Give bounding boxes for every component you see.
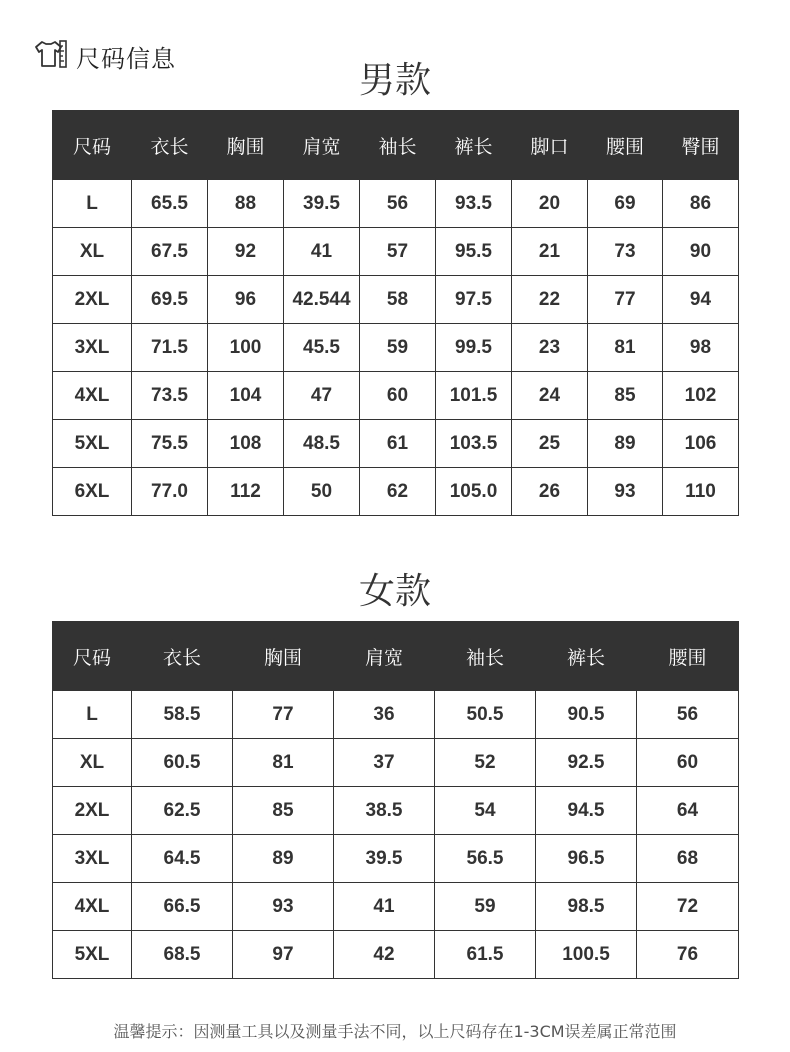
measurement-cell: 102	[663, 372, 739, 420]
table-row	[53, 883, 739, 931]
size-cell: XL	[53, 739, 132, 787]
measurement-cell: 62.5	[132, 787, 233, 835]
measurement-cell: 24	[512, 372, 588, 420]
measurement-cell: 67.5	[132, 228, 208, 276]
table-row	[53, 324, 739, 372]
size-cell: 4XL	[53, 372, 132, 420]
measurement-cell: 77.0	[132, 468, 208, 516]
measurement-cell: 89	[233, 835, 334, 883]
measurement-cell: 85	[233, 787, 334, 835]
measurement-cell: 94.5	[536, 787, 637, 835]
measurement-cell: 69	[588, 180, 663, 228]
measurement-cell: 62	[360, 468, 436, 516]
column-header: 腰围	[588, 111, 663, 180]
size-cell: 3XL	[53, 835, 132, 883]
measurement-cell: 37	[334, 739, 435, 787]
measurement-cell: 22	[512, 276, 588, 324]
measurement-cell: 45.5	[284, 324, 360, 372]
measurement-cell: 47	[284, 372, 360, 420]
measurement-cell: 104	[208, 372, 284, 420]
measurement-cell: 68.5	[132, 931, 233, 979]
measurement-cell: 56	[360, 180, 436, 228]
table-row	[53, 228, 739, 276]
measurement-cell: 26	[512, 468, 588, 516]
measurement-cell: 69.5	[132, 276, 208, 324]
measurement-cell: 77	[588, 276, 663, 324]
measurement-cell: 71.5	[132, 324, 208, 372]
column-header: 肩宽	[284, 111, 360, 180]
measurement-cell: 42	[334, 931, 435, 979]
men-size-table	[52, 110, 739, 516]
measurement-cell: 36	[334, 691, 435, 739]
table-row	[53, 739, 739, 787]
women-size-table	[52, 621, 739, 979]
measurement-cell: 86	[663, 180, 739, 228]
measurement-cell: 103.5	[436, 420, 512, 468]
measurement-cell: 94	[663, 276, 739, 324]
measurement-cell: 60.5	[132, 739, 233, 787]
size-cell: 4XL	[53, 883, 132, 931]
table-row	[53, 931, 739, 979]
measurement-cell: 64.5	[132, 835, 233, 883]
table-row	[53, 180, 739, 228]
measurement-cell: 89	[588, 420, 663, 468]
column-header: 腰围	[637, 622, 739, 691]
header-title: 尺码信息	[76, 44, 176, 73]
column-header: 裤长	[536, 622, 637, 691]
measurement-cell: 72	[637, 883, 739, 931]
measurement-cell: 38.5	[334, 787, 435, 835]
table-row	[53, 468, 739, 516]
measurement-cell: 20	[512, 180, 588, 228]
column-header: 胸围	[208, 111, 284, 180]
table-row	[53, 276, 739, 324]
measurement-cell: 58	[360, 276, 436, 324]
measurement-cell: 48.5	[284, 420, 360, 468]
measurement-cell: 110	[663, 468, 739, 516]
size-cell: XL	[53, 228, 132, 276]
measurement-cell: 88	[208, 180, 284, 228]
measurement-cell: 39.5	[334, 835, 435, 883]
measurement-cell: 59	[435, 883, 536, 931]
column-header: 尺码	[53, 622, 132, 691]
women-section-title: 女款	[358, 571, 431, 612]
measurement-cell: 98.5	[536, 883, 637, 931]
measurement-cell: 97	[233, 931, 334, 979]
column-header: 裤长	[436, 111, 512, 180]
measurement-cell: 66.5	[132, 883, 233, 931]
column-header: 脚口	[512, 111, 588, 180]
measurement-cell: 54	[435, 787, 536, 835]
table-row	[53, 835, 739, 883]
measurement-cell: 23	[512, 324, 588, 372]
measurement-cell: 93	[588, 468, 663, 516]
measurement-cell: 93.5	[436, 180, 512, 228]
size-cell: 2XL	[53, 787, 132, 835]
measurement-cell: 65.5	[132, 180, 208, 228]
measurement-cell: 85	[588, 372, 663, 420]
measurement-cell: 41	[284, 228, 360, 276]
measurement-cell: 75.5	[132, 420, 208, 468]
women-table-header-row	[53, 622, 739, 691]
measurement-cell: 100	[208, 324, 284, 372]
column-header: 袖长	[360, 111, 436, 180]
men-table-header-row	[53, 111, 739, 180]
measurement-cell: 96	[208, 276, 284, 324]
column-header: 尺码	[53, 111, 132, 180]
measurement-cell: 95.5	[436, 228, 512, 276]
measurement-cell: 52	[435, 739, 536, 787]
measurement-cell: 56.5	[435, 835, 536, 883]
measurement-cell: 25	[512, 420, 588, 468]
measurement-cell: 73.5	[132, 372, 208, 420]
measurement-cell: 93	[233, 883, 334, 931]
size-cell: L	[53, 691, 132, 739]
measurement-cell: 57	[360, 228, 436, 276]
measurement-cell: 77	[233, 691, 334, 739]
measurement-cell: 50.5	[435, 691, 536, 739]
measurement-cell: 96.5	[536, 835, 637, 883]
measurement-cell: 81	[233, 739, 334, 787]
measurement-cell: 108	[208, 420, 284, 468]
measurement-cell: 105.0	[436, 468, 512, 516]
table-row	[53, 420, 739, 468]
measurement-cell: 90.5	[536, 691, 637, 739]
measurement-cell: 90	[663, 228, 739, 276]
measurement-cell: 81	[588, 324, 663, 372]
column-header: 臀围	[663, 111, 739, 180]
table-row	[53, 691, 739, 739]
measurement-cell: 58.5	[132, 691, 233, 739]
column-header: 胸围	[233, 622, 334, 691]
size-cell: 5XL	[53, 420, 132, 468]
measurement-cell: 50	[284, 468, 360, 516]
measurement-cell: 21	[512, 228, 588, 276]
measurement-cell: 41	[334, 883, 435, 931]
measurement-cell: 76	[637, 931, 739, 979]
column-header: 肩宽	[334, 622, 435, 691]
measurement-cell: 98	[663, 324, 739, 372]
measurement-cell: 60	[637, 739, 739, 787]
table-row	[53, 372, 739, 420]
tip-note: 温馨提示：因测量工具以及测量手法不同，以上尺码存在1-3CM误差属正常范围	[113, 1022, 677, 1041]
men-section-title: 男款	[358, 60, 431, 101]
size-cell: L	[53, 180, 132, 228]
measurement-cell: 97.5	[436, 276, 512, 324]
measurement-cell: 101.5	[436, 372, 512, 420]
measurement-cell: 42.544	[284, 276, 360, 324]
measurement-cell: 56	[637, 691, 739, 739]
measurement-cell: 100.5	[536, 931, 637, 979]
size-cell: 3XL	[53, 324, 132, 372]
measurement-cell: 92.5	[536, 739, 637, 787]
measurement-cell: 99.5	[436, 324, 512, 372]
column-header: 衣长	[132, 622, 233, 691]
measurement-cell: 106	[663, 420, 739, 468]
size-cell: 6XL	[53, 468, 132, 516]
measurement-cell: 61.5	[435, 931, 536, 979]
table-row	[53, 787, 739, 835]
measurement-cell: 68	[637, 835, 739, 883]
measurement-cell: 59	[360, 324, 436, 372]
measurement-cell: 64	[637, 787, 739, 835]
measurement-cell: 92	[208, 228, 284, 276]
size-cell: 2XL	[53, 276, 132, 324]
measurement-cell: 60	[360, 372, 436, 420]
column-header: 袖长	[435, 622, 536, 691]
measurement-cell: 39.5	[284, 180, 360, 228]
size-cell: 5XL	[53, 931, 132, 979]
measurement-cell: 112	[208, 468, 284, 516]
measurement-cell: 73	[588, 228, 663, 276]
column-header: 衣长	[132, 111, 208, 180]
measurement-cell: 61	[360, 420, 436, 468]
